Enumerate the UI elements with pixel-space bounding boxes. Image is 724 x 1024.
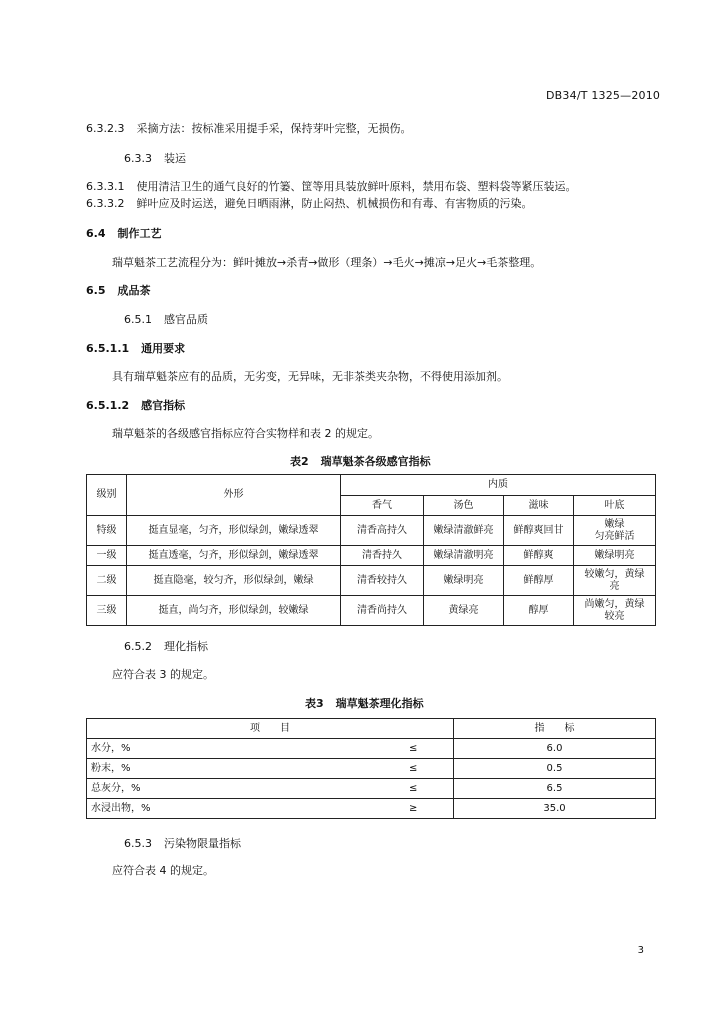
heading-6-5-1-2 [86, 397, 185, 413]
cell-shape: 挺直显毫，匀齐，形似绿剑，嫩绿透翠 [127, 516, 341, 546]
heading-title: 感官品质 [164, 313, 208, 326]
cell-aroma: 清香高持久 [341, 516, 424, 546]
cell-liquor-color: 嫩绿清澈明亮 [424, 546, 504, 566]
header-infused-leaf: 叶底 [574, 496, 656, 516]
heading-6-5-3 [124, 835, 241, 851]
heading-6-3-3 [124, 150, 186, 166]
leaf-line-1: 较嫩匀，黄绿 [584, 568, 645, 580]
heading-6-5-2 [124, 638, 208, 654]
cell-aroma: 清香较持久 [341, 566, 424, 596]
cell-grade: 一级 [87, 546, 127, 566]
heading-number: 6.5.3 [124, 837, 152, 850]
cell-grade: 三级 [87, 596, 127, 626]
page-number: 3 [637, 945, 644, 956]
heading-number: 6.5.1.2 [86, 399, 130, 412]
cell-aroma: 清香尚持久 [341, 596, 424, 626]
caption-title: 瑞草魁茶各级感官指标 [320, 455, 431, 468]
sensory-quality-table [86, 474, 656, 626]
cell-operator: ≤ [374, 759, 454, 779]
cell-infused-leaf: 嫩绿明亮 [574, 546, 656, 566]
paragraph-sensory-index: 瑞草魁茶的各级感官指标应符合实物样和表 2 的规定。 [112, 427, 379, 440]
clause-number: 6.3.2.3 [86, 122, 125, 135]
cell-aroma: 清香持久 [341, 546, 424, 566]
clause-6-3-2-3 [86, 120, 411, 136]
clause-6-3-3-2 [86, 195, 532, 211]
clause-number: 6.3.3.2 [86, 197, 125, 210]
leaf-line-2: 匀亮鲜活 [594, 530, 635, 542]
heading-number: 6.3.3 [124, 152, 152, 165]
cell-shape: 挺直透毫，匀齐，形似绿剑，嫩绿透翠 [127, 546, 341, 566]
table-row [87, 546, 656, 566]
cell-shape: 挺直隐毫，较匀齐，形似绿剑，嫩绿 [127, 566, 341, 596]
cell-shape: 挺直，尚匀齐，形似绿剑，较嫩绿 [127, 596, 341, 626]
cell-grade: 二级 [87, 566, 127, 596]
header-aroma: 香气 [341, 496, 424, 516]
cell-liquor-color: 嫩绿明亮 [424, 566, 504, 596]
clause-number: 6.3.3.1 [86, 180, 125, 193]
header-liquor-color: 汤色 [424, 496, 504, 516]
table-row [87, 739, 656, 759]
table-row [87, 759, 656, 779]
heading-6-4 [86, 225, 162, 241]
paragraph-physicochemical: 应符合表 3 的规定。 [112, 668, 214, 681]
cell-item: 水浸出物，% [87, 799, 374, 819]
table-row [87, 566, 656, 596]
caption-number: 表3 [305, 697, 324, 710]
cell-operator: ≤ [374, 779, 454, 799]
heading-number: 6.4 [86, 227, 106, 240]
heading-number: 6.5.1.1 [86, 342, 130, 355]
doc-code-header: DB34/T 1325—2010 [546, 89, 661, 102]
cell-infused-leaf [574, 566, 656, 596]
leaf-line-2: 较亮 [604, 610, 625, 622]
cell-value: 6.0 [454, 739, 656, 759]
cell-value: 6.5 [454, 779, 656, 799]
paragraph-process-flow: 瑞草魁茶工艺流程分为：鲜叶摊放→杀青→做形（理条）→毛火→摊凉→足火→毛茶整理。 [112, 256, 542, 269]
clause-text: 鲜叶应及时运送，避免日晒雨淋，防止闷热、机械损伤和有毒、有害物质的污染。 [136, 197, 533, 210]
heading-number: 6.5.1 [124, 313, 152, 326]
header-inner-quality: 内质 [341, 475, 656, 496]
clause-6-3-3-1 [86, 178, 576, 194]
table-2-caption [290, 453, 431, 469]
heading-number: 6.5.2 [124, 640, 152, 653]
cell-item: 水分，% [87, 739, 374, 759]
cell-taste: 鲜醇爽 [504, 546, 574, 566]
heading-title: 理化指标 [164, 640, 208, 653]
heading-6-5-1 [124, 311, 208, 327]
table-row [87, 596, 656, 626]
header-taste: 滋味 [504, 496, 574, 516]
cell-infused-leaf [574, 516, 656, 546]
cell-grade: 特级 [87, 516, 127, 546]
heading-6-5 [86, 282, 151, 298]
leaf-line-2: 亮 [609, 580, 620, 592]
heading-title: 污染物限量指标 [164, 837, 241, 850]
header-index: 指 标 [454, 719, 656, 739]
cell-item: 总灰分，% [87, 779, 374, 799]
cell-liquor-color: 黄绿亮 [424, 596, 504, 626]
cell-operator: ≥ [374, 799, 454, 819]
physicochemical-table [86, 718, 656, 819]
header-shape: 外形 [127, 475, 341, 516]
heading-title: 通用要求 [141, 342, 186, 355]
clause-text: 采摘方法：按标准采用提手采，保持芽叶完整，无损伤。 [136, 122, 412, 135]
heading-title: 成品茶 [117, 284, 151, 297]
cell-liquor-color: 嫩绿清澈鲜亮 [424, 516, 504, 546]
paragraph-general-requirements: 具有瑞草魁茶应有的品质，无劣变，无异味，无非茶类夹杂物，不得使用添加剂。 [112, 370, 508, 383]
caption-number: 表2 [290, 455, 309, 468]
heading-title: 制作工艺 [117, 227, 162, 240]
clause-text: 使用清洁卫生的通气良好的竹篓、筐等用具装放鲜叶原料，禁用布袋、塑料袋等紧压装运。 [136, 180, 577, 193]
cell-item: 粉末，% [87, 759, 374, 779]
table-row [87, 779, 656, 799]
heading-6-5-1-1 [86, 340, 185, 356]
leaf-line-1: 尚嫩匀，黄绿 [584, 598, 645, 610]
cell-taste: 鲜醇爽回甘 [504, 516, 574, 546]
heading-title: 装运 [164, 152, 186, 165]
table-row [87, 516, 656, 546]
table-3-caption [305, 695, 424, 711]
heading-number: 6.5 [86, 284, 106, 297]
table-row [87, 799, 656, 819]
header-grade: 级别 [87, 475, 127, 516]
caption-title: 瑞草魁茶理化指标 [335, 697, 424, 710]
header-item: 项 目 [87, 719, 454, 739]
paragraph-contaminant-limits: 应符合表 4 的规定。 [112, 864, 214, 877]
heading-title: 感官指标 [141, 399, 186, 412]
cell-taste: 醇厚 [504, 596, 574, 626]
cell-value: 0.5 [454, 759, 656, 779]
cell-infused-leaf [574, 596, 656, 626]
leaf-line-1: 嫩绿 [604, 518, 625, 530]
cell-operator: ≤ [374, 739, 454, 759]
cell-taste: 鲜醇厚 [504, 566, 574, 596]
cell-value: 35.0 [454, 799, 656, 819]
